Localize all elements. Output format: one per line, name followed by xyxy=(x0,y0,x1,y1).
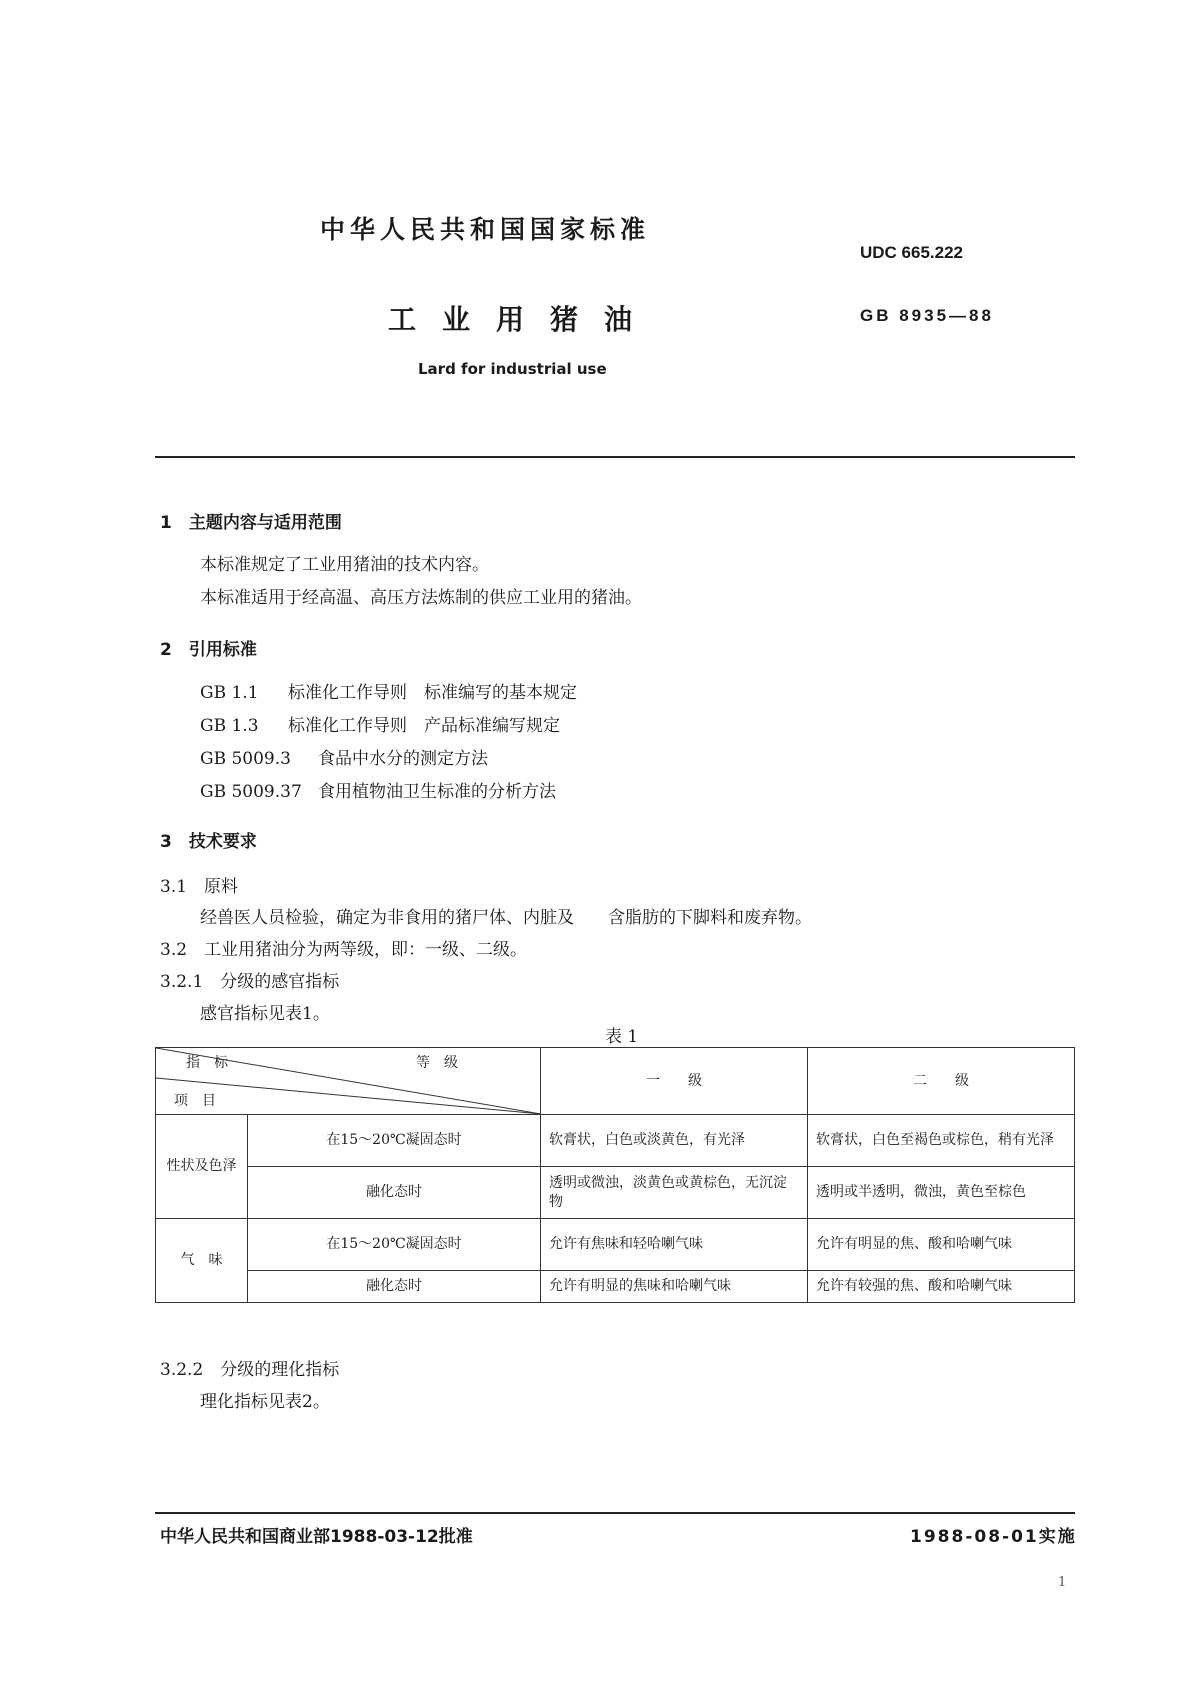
diag-label-indicator: 指 标 xyxy=(186,1055,228,1071)
item-cell: 性状及色泽 xyxy=(156,1115,248,1219)
table-row xyxy=(156,1219,1075,1271)
grade-2-cell: 允许有较强的焦、酸和哈喇气味 xyxy=(808,1271,1075,1303)
section-1-para-1: 本标准规定了工业用猪油的技术内容。 xyxy=(200,555,489,575)
ref-title: 食品中水分的测定方法 xyxy=(318,749,488,769)
section-3-2-1-heading: 3.2.1 分级的感官指标 xyxy=(160,972,340,992)
condition-cell: 在15～20℃凝固态时 xyxy=(248,1115,541,1167)
ref-item xyxy=(200,711,560,736)
ref-title: 标准化工作导则 标准编写的基本规定 xyxy=(288,683,577,703)
section-3-heading: 3 技术要求 xyxy=(160,832,257,852)
standard-title: 工业用猪油 xyxy=(388,303,659,336)
udc-number: UDC 665.222 xyxy=(860,243,964,262)
condition-cell: 融化态时 xyxy=(248,1167,541,1219)
section-1-heading: 1 主题内容与适用范围 xyxy=(160,513,342,533)
table-row xyxy=(156,1271,1075,1303)
ref-item xyxy=(200,777,556,802)
diag-label-item: 项 目 xyxy=(174,1093,216,1109)
table-row xyxy=(156,1167,1075,1219)
org-title: 中华人民共和国国家标准 xyxy=(320,215,651,244)
section-3-2-text: 3.2 工业用猪油分为两等级，即：一级、二级。 xyxy=(160,940,528,960)
item-cell: 气 味 xyxy=(156,1219,248,1303)
section-3-1-text: 经兽医人员检验，确定为非食用的猪尸体、内脏及 含脂肪的下脚料和废弃物。 xyxy=(200,908,812,928)
grade-1-header: 一 级 xyxy=(541,1048,808,1115)
table-caption: 表 1 xyxy=(605,1027,639,1047)
page-number: 1 xyxy=(1058,1575,1067,1590)
top-divider xyxy=(155,456,1075,458)
table-header-row xyxy=(156,1048,1075,1115)
ref-title: 标准化工作导则 产品标准编写规定 xyxy=(288,716,560,736)
grade-2-cell: 透明或半透明，微浊，黄色至棕色 xyxy=(808,1167,1075,1219)
ref-title: 食用植物油卫生标准的分析方法 xyxy=(318,782,556,802)
grade-2-header: 二 级 xyxy=(808,1048,1075,1115)
grade-1-cell: 透明或微浊，淡黄色或黄棕色，无沉淀物 xyxy=(541,1167,808,1219)
diagonal-header-cell xyxy=(156,1048,541,1115)
gb-number: GB 8935—88 xyxy=(860,306,994,325)
ref-item xyxy=(200,678,577,703)
sensory-table xyxy=(155,1047,1075,1303)
section-1-para-2: 本标准适用于经高温、高压方法炼制的供应工业用的猪油。 xyxy=(200,588,642,608)
ref-code: GB 5009.37 xyxy=(200,782,302,802)
section-2-heading: 2 引用标准 xyxy=(160,640,257,660)
section-3-2-2-heading: 3.2.2 分级的理化指标 xyxy=(160,1360,340,1380)
ref-code: GB 5009.3 xyxy=(200,749,291,769)
section-3-2-2-text: 理化指标见表2。 xyxy=(200,1392,330,1412)
table-row xyxy=(156,1115,1075,1167)
english-title: Lard for industrial use xyxy=(418,360,607,378)
ref-code: GB 1.3 xyxy=(200,716,259,736)
ref-code: GB 1.1 xyxy=(200,683,259,703)
grade-2-cell: 软膏状，白色至褐色或棕色，稍有光泽 xyxy=(808,1115,1075,1167)
grade-1-cell: 允许有焦味和轻哈喇气味 xyxy=(541,1219,808,1271)
approval-line: 中华人民共和国商业部1988-03-12批准 xyxy=(160,1527,473,1547)
grade-1-cell: 软膏状，白色或淡黄色，有光泽 xyxy=(541,1115,808,1167)
bottom-divider xyxy=(155,1512,1075,1514)
diag-label-grade: 等 级 xyxy=(416,1055,458,1071)
grade-1-cell: 允许有明显的焦味和哈喇气味 xyxy=(541,1271,808,1303)
section-3-1-heading: 3.1 原料 xyxy=(160,877,239,897)
ref-item xyxy=(200,744,488,769)
effective-date: 1988-08-01实施 xyxy=(910,1527,1077,1547)
condition-cell: 在15～20℃凝固态时 xyxy=(248,1219,541,1271)
grade-2-cell: 允许有明显的焦、酸和哈喇气味 xyxy=(808,1219,1075,1271)
section-3-2-1-text: 感官指标见表1。 xyxy=(200,1004,330,1024)
condition-cell: 融化态时 xyxy=(248,1271,541,1303)
